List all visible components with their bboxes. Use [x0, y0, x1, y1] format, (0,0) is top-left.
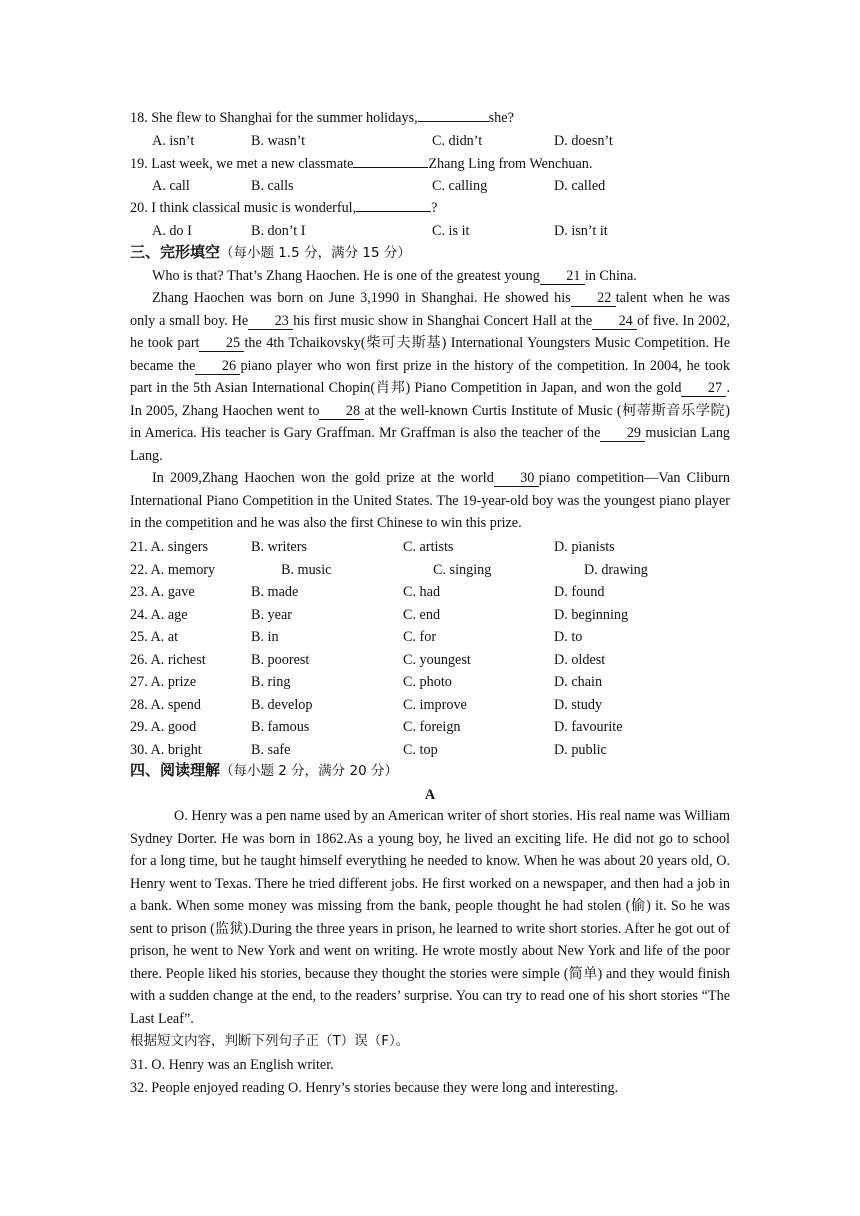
text: the 4th Tchaikovsky(柴可夫斯基) International Youngsters Music Competition. He became the — [130, 335, 731, 374]
cloze-option: 23. A. gave — [130, 584, 195, 600]
cloze-option: D. found — [554, 584, 605, 600]
cloze-option: C. improve — [403, 696, 467, 713]
question-stem: 18. She flew to Shanghai for the summer holidays, — [130, 110, 418, 126]
cloze-option: B. famous — [251, 719, 310, 735]
question-19 — [130, 155, 592, 173]
cloze-blank-22: 22 — [571, 291, 616, 307]
reading-passage: O. Henry was a pen name used by an American writer of short stories. His real name was William Sydney Dorter. He was born in 1862.As a young boy, he lived an exciting life. He did not go to school for a long time, but he taught himself everything he needed to know. When he was about 20 years old, O. Henry went to Texas. There he tried different jobs. He first worked on a newspaper, and then had a job in a bank. When some money was missing from the bank, people thought he had stolen (偷) it. So he was sent to prison (监狱).During the three years in prison, he learned to write short stories. After he got out of prison, he went to New York and went on writing. He wrote mostly about New York and life of the poor there. People liked his stories, because they thought the stories were simple (简单) and they would finish with a sudden change at the end, to the readers’ surprise. You can try to read one of his short stories “The Last Leaf”. — [130, 808, 730, 1027]
cloze-blank-27: 27 — [681, 381, 726, 397]
cloze-option: 28. A. spend — [130, 696, 201, 713]
cloze-option: D. beginning — [554, 606, 629, 623]
cloze-option: B. develop — [251, 696, 313, 713]
cloze-option: D. favourite — [554, 719, 623, 735]
cloze-option: 29. A. good — [130, 719, 197, 735]
text: in China. — [584, 268, 637, 284]
cloze-option: D. chain — [554, 674, 603, 690]
cloze-option: C. foreign — [403, 719, 461, 735]
cloze-option: D. public — [554, 741, 607, 758]
question-18 — [130, 109, 514, 127]
text: Zhang Haochen was born on June 3,1990 in Shanghai. He showed his — [152, 290, 571, 306]
question-stem: 20. I think classical music is wonderful, — [130, 200, 357, 216]
option: A. do I — [152, 223, 192, 239]
question-stem-end: Zhang Ling from Wenchuan. — [428, 156, 593, 172]
option: B. don’t I — [251, 223, 306, 239]
cloze-blank-21: 21 — [540, 269, 585, 285]
cloze-blank-30: 30 — [494, 471, 539, 487]
cloze-option: C. youngest — [403, 651, 471, 668]
tf-question-31: 31. O. Henry was an English writer. — [130, 1057, 334, 1073]
cloze-option: D. drawing — [584, 561, 648, 578]
section-note: （每小题 1.5 分，满分 15 分） — [220, 245, 411, 261]
option: A. isn’t — [152, 133, 195, 149]
question-stem: 19. Last week, we met a new classmate — [130, 156, 354, 172]
text: . In 2005, Zhang Haochen went to — [130, 380, 730, 419]
cloze-option: 22. A. memory — [130, 561, 216, 578]
cloze-option: C. artists — [403, 539, 454, 555]
cloze-option: D. to — [554, 629, 583, 645]
text: his first music show in Shanghai Concert Hall at the — [293, 312, 593, 329]
cloze-option: B. made — [251, 584, 299, 600]
option: C. didn’t — [432, 133, 483, 149]
question-stem-end: ? — [431, 200, 438, 216]
section-heading-cloze — [130, 243, 411, 262]
option: B. wasn’t — [251, 133, 306, 149]
cloze-blank-28: 28 — [319, 404, 364, 420]
section-title: 四、阅读理解 — [130, 761, 221, 779]
cloze-blank-26: 26 — [195, 359, 240, 375]
option: A. call — [152, 178, 190, 194]
option: C. is it — [432, 223, 470, 239]
text: at the well-known Curtis Institute of Music (柯蒂斯音乐学院) in America. His teacher is Gary Graffman. Mr Graffman is also the teacher of the — [130, 402, 730, 441]
cloze-option: B. poorest — [251, 651, 310, 668]
cloze-option: B. ring — [251, 674, 291, 690]
cloze-option: C. photo — [403, 674, 452, 690]
cloze-option: B. music — [281, 561, 332, 578]
cloze-blank-23: 23 — [248, 314, 293, 330]
text: talent when he was only a small boy. He — [130, 290, 730, 329]
question-stem-end: she? — [488, 110, 514, 126]
section-title: 三、完形填空 — [130, 243, 221, 261]
cloze-option: 30. A. bright — [130, 741, 202, 758]
section-heading-reading — [130, 761, 398, 780]
tf-instruction: 根据短文内容，判断下列句子正（T）误（F）。 — [130, 1033, 410, 1049]
cloze-paragraph-3 — [130, 467, 730, 535]
cloze-option: C. for — [403, 629, 437, 645]
cloze-option: D. pianists — [554, 539, 615, 555]
option: D. called — [554, 178, 606, 194]
cloze-option: D. study — [554, 696, 603, 713]
cloze-paragraph-1 — [130, 265, 730, 288]
option: D. doesn’t — [554, 133, 613, 149]
cloze-option: 21. A. singers — [130, 539, 209, 555]
option: C. calling — [432, 178, 488, 194]
cloze-option: C. end — [403, 606, 441, 623]
cloze-blank-29: 29 — [600, 426, 645, 442]
option: D. isn’t it — [554, 223, 608, 239]
answer-blank — [418, 121, 489, 122]
tf-question-32: 32. People enjoyed reading O. Henry’s stories because they were long and interesting. — [130, 1080, 619, 1096]
cloze-option: 27. A. prize — [130, 674, 197, 690]
cloze-blank-24: 24 — [592, 314, 637, 330]
option: B. calls — [251, 178, 294, 194]
answer-blank — [353, 167, 428, 168]
text: of five. In 2002, he took part — [130, 312, 730, 351]
passage-label: A — [424, 787, 436, 803]
text: In 2009,Zhang Haochen won the gold prize at the world — [152, 470, 494, 486]
answer-blank — [356, 211, 431, 212]
cloze-option: C. had — [403, 584, 441, 600]
cloze-option: 24. A. age — [130, 606, 188, 623]
cloze-option: B. year — [251, 606, 292, 623]
text: musician Lang Lang. — [130, 425, 731, 464]
text: piano player who won first prize in the history of the competition. In 2004, he took part in the 5th Asian International Chopin(肖邦) Piano Competition in Japan, and won the gold — [130, 357, 730, 396]
cloze-option: 25. A. at — [130, 629, 179, 645]
cloze-option: B. safe — [251, 741, 291, 758]
cloze-option: 26. A. richest — [130, 651, 206, 668]
cloze-paragraph-2 — [130, 287, 730, 467]
section-note: （每小题 2 分，满分 20 分） — [220, 763, 398, 779]
cloze-option: B. in — [251, 629, 279, 645]
cloze-option: B. writers — [251, 539, 307, 555]
text: piano competition—Van Cliburn International Piano Competition in the United States. The 19-year-old boy was the youngest piano player in the competition and he was also the first Chinese to win this prize. — [130, 470, 730, 531]
cloze-option: D. oldest — [554, 651, 606, 668]
cloze-option: C. top — [403, 741, 438, 758]
question-20 — [130, 199, 437, 217]
text: Who is that? That’s Zhang Haochen. He is one of the greatest young — [152, 268, 540, 284]
cloze-blank-25: 25 — [199, 336, 244, 352]
cloze-option: C. singing — [433, 561, 492, 578]
